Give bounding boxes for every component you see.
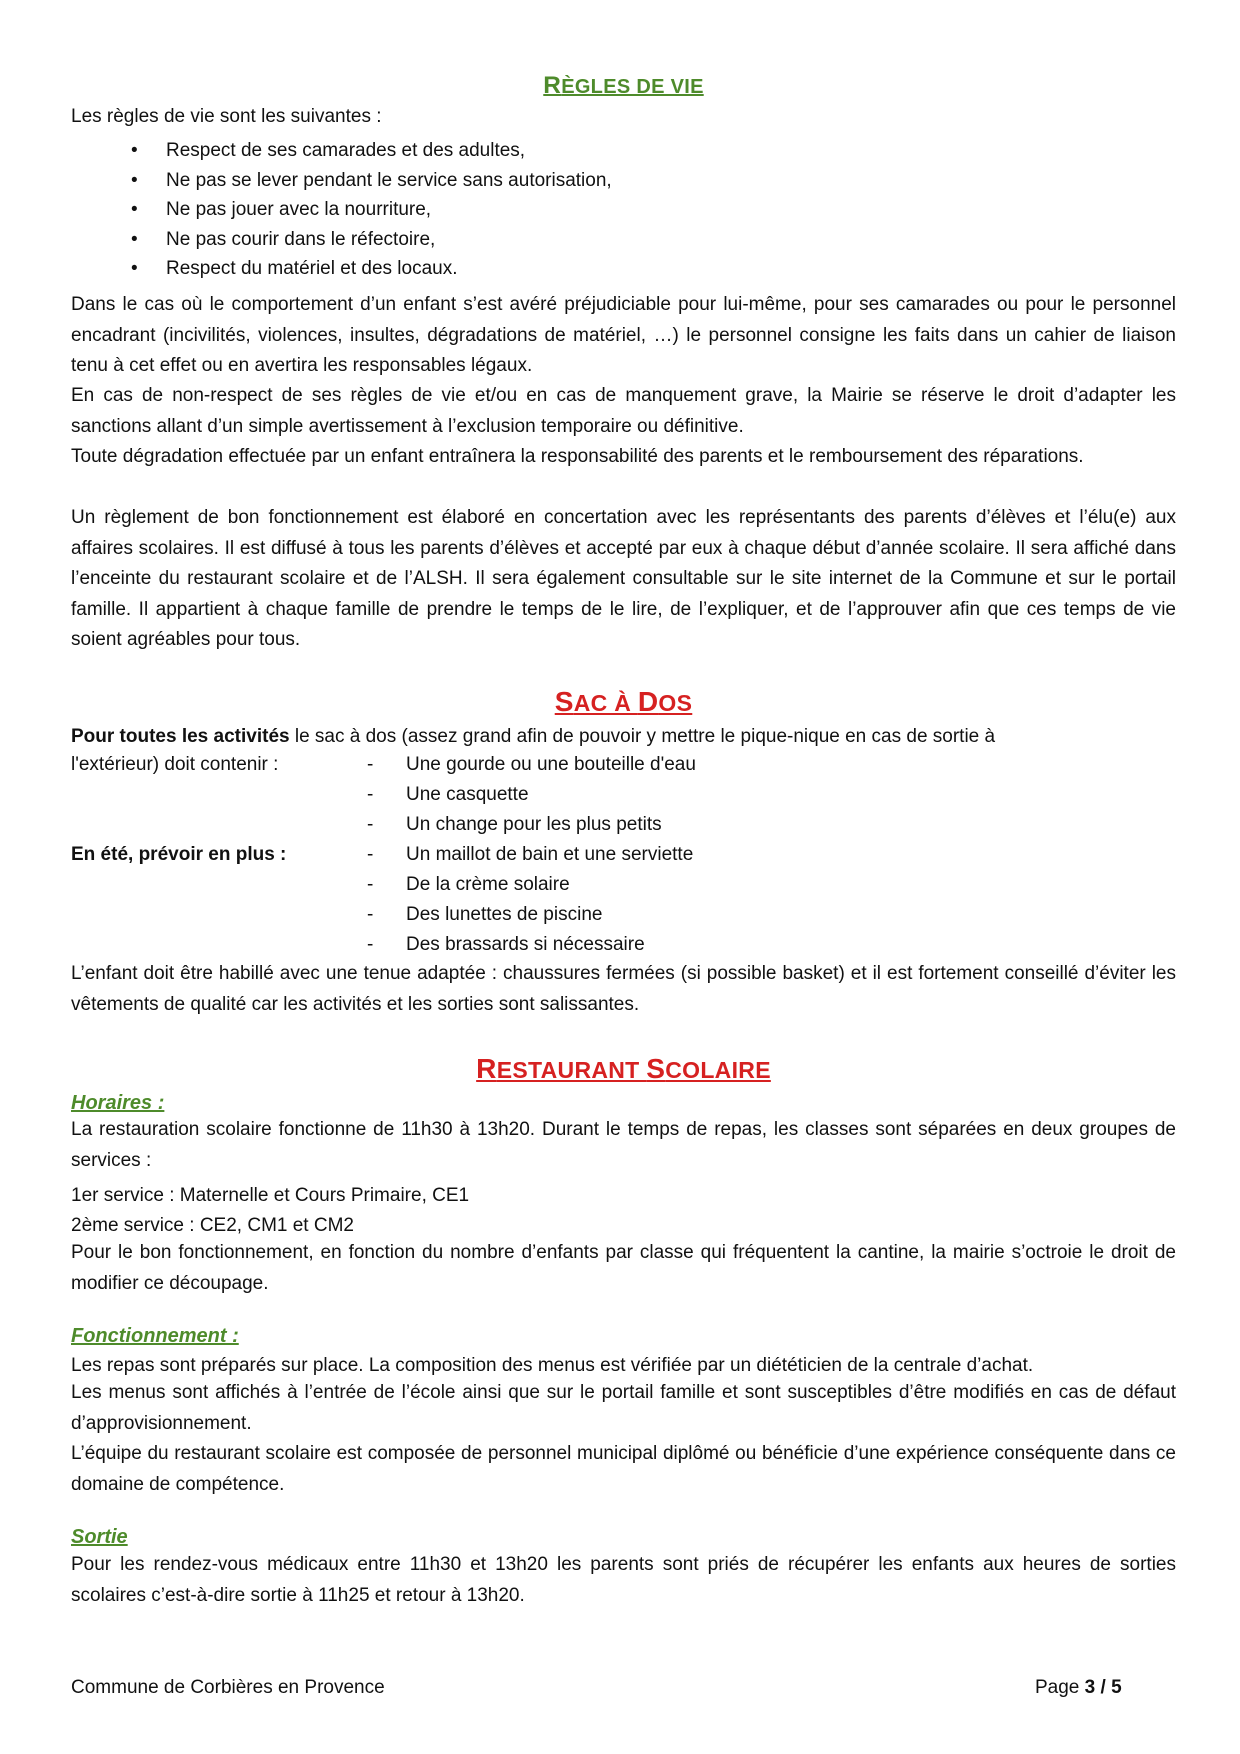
sac-item: Des lunettes de piscine <box>406 904 603 925</box>
sac-item: De la crème solaire <box>406 874 570 895</box>
dash-bullet: - <box>367 904 374 925</box>
list-item: • Respect du matériel et des locaux. <box>131 258 458 279</box>
horaires-paragraph: La restauration scolaire fonctionne de 11h30 à 13h20. Durant le temps de repas, les classes sont séparées en deux groupes de services : <box>71 1119 1176 1171</box>
list-item: • Ne pas courir dans le réfectoire, <box>131 228 436 250</box>
sac-item: Un change pour les plus petits <box>406 814 662 835</box>
dash-bullet: - <box>367 814 374 835</box>
fonctionnement-paragraph-menus: Les menus sont affichés à l’entrée de l’école ainsi que sur le portail famille et sont susceptibles d’être modifiés en cas de défaut d’approvisionnement. <box>71 1382 1176 1434</box>
dash-bullet: - <box>367 754 374 775</box>
list-item: • Ne pas se lever pendant le service sans autorisation, <box>131 169 612 191</box>
bullet-icon: • <box>131 228 138 250</box>
dash-bullet: - <box>367 874 374 895</box>
regles-intro: Les règles de vie sont les suivantes : <box>71 106 382 127</box>
bullet-icon: • <box>131 169 138 191</box>
dash-bullet: - <box>367 784 374 805</box>
sac-item-row <box>71 753 1176 783</box>
sac-item-row <box>71 783 1176 813</box>
regles-paragraph-reglement: Un règlement de bon fonctionnement est élaboré en concertation avec les représentants des parents d’élèves et l’élu(e) aux affaires scolaires. Il est diffusé à tous les parents d’élèves et accepté par eux à chaque début d’année scolaire. Il sera affiché dans l’enceinte du restaurant scolaire et de l’ALSH. Il sera également consultable sur le site internet de la Commune et sur le portail famille. Il appartient à chaque famille de prendre le temps de le lire, de l’expliquer, et de l’approuver afin que ces temps de vie soient agréables pour tous. <box>71 507 1176 650</box>
dash-bullet: - <box>367 844 374 865</box>
bullet-icon: • <box>131 199 138 220</box>
sac-paragraph-tenue: L’enfant doit être habillé avec une tenue adaptée : chaussures fermées (si possible basket) et il est fortement conseillé d’éviter les vêtements de qualité car les activités et les sorties sont salissantes. <box>71 963 1176 1015</box>
horaires-service-2: 2ème service : CE2, CM1 et CM2 <box>71 1215 354 1236</box>
regles-bullet-list <box>71 139 1071 287</box>
horaires-service-1: 1er service : Maternelle et Cours Primaire, CE1 <box>71 1185 470 1206</box>
dash-bullet: - <box>367 934 374 955</box>
section-title-restaurant-scolaire: RESTAURANT SCOLAIRE <box>476 1053 771 1084</box>
subheading-horaires: Horaires : <box>71 1092 165 1114</box>
list-item: • Respect de ses camarades et des adultes, <box>131 140 526 161</box>
regles-paragraph-sanctions: En cas de non-respect de ses règles de vie et/ou en cas de manquement grave, la Mairie se réserve le droit d’adapter les sanctions allant d’un simple avertissement à l’exclusion temporaire ou définitive. <box>71 385 1176 437</box>
sac-item: Des brassards si nécessaire <box>406 934 645 955</box>
sac-item-row <box>71 903 1176 933</box>
subheading-fonctionnement: Fonctionnement : <box>71 1325 239 1347</box>
summer-label: En été, prévoir en plus : <box>71 844 287 865</box>
regles-paragraph-comportement: Dans le cas où le comportement d’un enfant s’est avéré préjudiciable pour lui-même, pour ses camarades ou pour le personnel encadrant (incivilités, violences, insultes, dégradations de matériel, …) le personnel consigne les faits dans un cahier de liaison tenu à cet effet ou en avertira les responsables légaux. <box>71 294 1176 376</box>
sac-item-row <box>71 843 1176 873</box>
sac-item-row <box>71 873 1176 903</box>
footer-page-number: Page 3 / 5 <box>1035 1677 1122 1698</box>
sac-intro-line: Pour toutes les activités le sac à dos (assez grand afin de pouvoir y mettre le pique-nique en cas de sortie à <box>71 726 996 747</box>
list-item: • Ne pas jouer avec la nourriture, <box>131 199 432 220</box>
fonctionnement-paragraph-repas: Les repas sont préparés sur place. La composition des menus est vérifiée par un diététicien de la centrale d’achat. <box>71 1355 1034 1376</box>
bullet-icon: • <box>131 258 138 279</box>
sac-item: Une casquette <box>406 784 529 805</box>
section-title-sac-a-dos: SAC À DOS <box>554 686 693 717</box>
footer-commune: Commune de Corbières en Provence <box>71 1677 385 1698</box>
fonctionnement-paragraph-equipe: L’équipe du restaurant scolaire est composée de personnel municipal diplômé ou bénéficie d’une expérience conséquente dans ce domaine de compétence. <box>71 1443 1176 1495</box>
horaires-paragraph-decoupage: Pour le bon fonctionnement, en fonction du nombre d’enfants par classe qui fréquentent la cantine, la mairie s’octroie le droit de modifier ce découpage. <box>71 1242 1176 1294</box>
bullet-icon: • <box>131 140 138 161</box>
regles-paragraph-degradation: Toute dégradation effectuée par un enfant entraînera la responsabilité des parents et le remboursement des réparations. <box>71 446 1084 467</box>
sac-item: Un maillot de bain et une serviette <box>406 844 694 865</box>
sac-item: Une gourde ou une bouteille d'eau <box>406 754 696 775</box>
sac-intro-line-2: l'extérieur) doit contenir : <box>71 754 279 775</box>
section-title-regles-de-vie: RÈGLES DE VIE <box>543 72 704 99</box>
sac-item-row <box>71 813 1176 843</box>
sortie-paragraph: Pour les rendez-vous médicaux entre 11h30 et 13h20 les parents sont priés de récupérer les enfants aux heures de sorties scolaires c’est-à-dire sortie à 11h25 et retour à 13h20. <box>71 1554 1176 1606</box>
subheading-sortie: Sortie <box>71 1526 128 1548</box>
